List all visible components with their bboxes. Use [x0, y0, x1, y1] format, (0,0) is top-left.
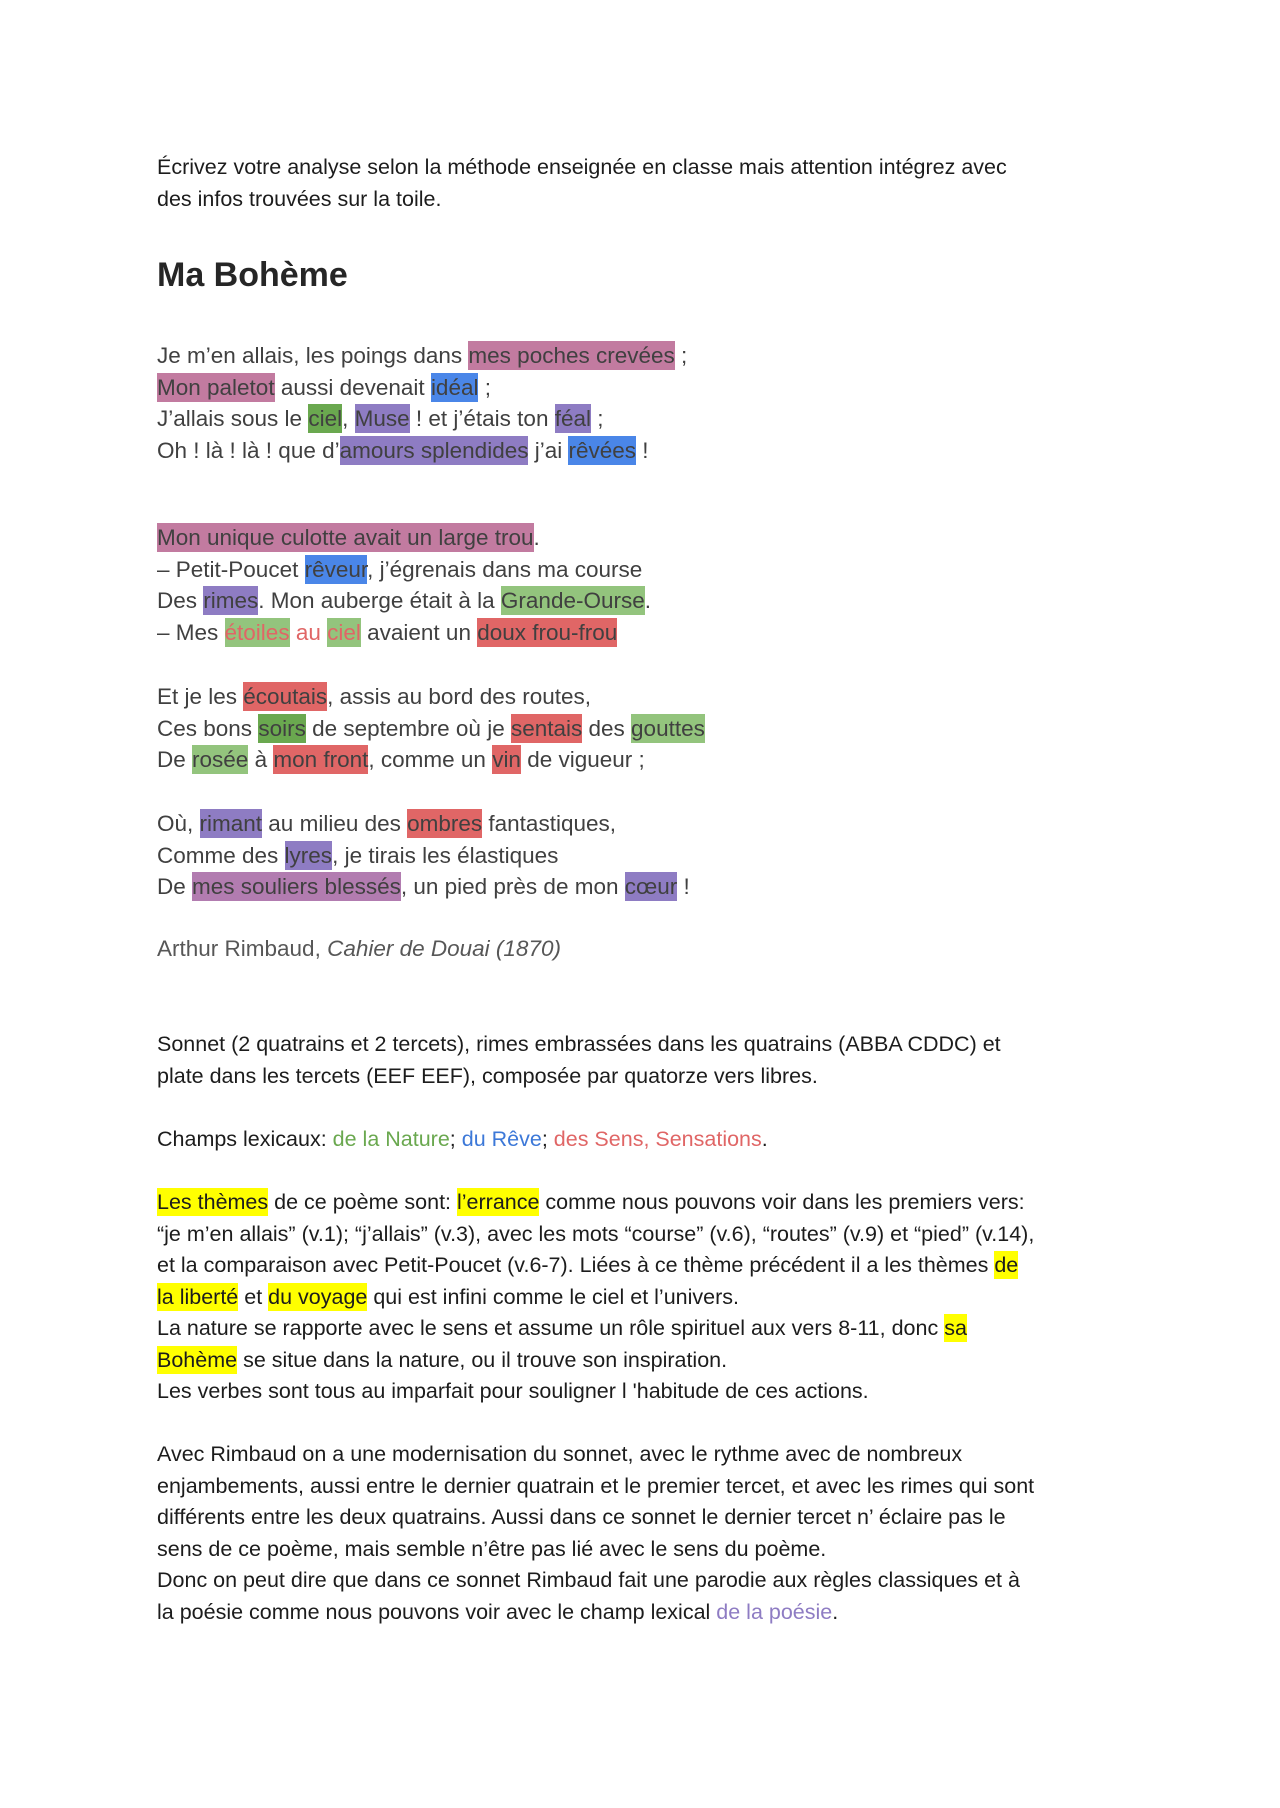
poem-verse: [157, 435, 687, 467]
highlighted-term: cœur: [624, 874, 678, 899]
text-segment: des: [582, 715, 632, 741]
highlighted-term: ombres: [407, 811, 483, 836]
paragraph-line: [157, 1345, 1034, 1377]
paragraph-line: [157, 1029, 1001, 1061]
paragraph-line: [157, 1565, 1034, 1597]
text-segment: .: [832, 1599, 839, 1624]
text-segment: Ces bons: [157, 715, 259, 741]
text-segment: ;: [674, 343, 688, 368]
paragraph-line: [157, 1187, 1034, 1219]
text-segment: et: [238, 1284, 269, 1309]
text-segment: Des: [157, 588, 204, 613]
text-segment: Je m’en allais, les poings dans: [157, 343, 469, 368]
text-segment: de vigueur ;: [520, 747, 645, 772]
paragraph-line: [157, 1439, 1034, 1471]
poem-verse: [157, 871, 690, 903]
highlighted-term: rêvées: [568, 437, 637, 463]
text-segment: De: [157, 874, 193, 899]
text-segment: ;: [449, 1127, 462, 1151]
poem-verse: [157, 340, 687, 372]
poem-verse: [157, 585, 651, 617]
highlighted-term: Les thèmes: [157, 1190, 269, 1214]
highlighted-term: mon front: [273, 747, 369, 772]
text-segment: la poésie comme nous pouvons voir avec le champ lexical: [157, 1599, 717, 1624]
paragraph-line: [157, 1313, 1034, 1345]
text-segment: !: [636, 437, 649, 463]
highlighted-term: l’errance: [457, 1190, 540, 1214]
text-segment: Champs lexicaux:: [157, 1127, 333, 1151]
text-segment: La nature se rapporte avec le sens et assume un rôle spirituel aux vers 8-11, donc: [157, 1316, 945, 1340]
highlighted-term: ciel: [308, 406, 343, 431]
text-segment: ;: [541, 1127, 554, 1151]
highlighted-term: écoutais: [243, 684, 328, 709]
highlighted-term: amours splendides: [339, 437, 529, 463]
text-segment: Comme des: [157, 842, 285, 868]
highlighted-term: mes souliers blessés: [192, 874, 401, 899]
text-segment: fantastiques,: [482, 811, 616, 836]
colored-term: du Rêve: [461, 1127, 542, 1151]
highlighted-term: Mon paletot: [157, 374, 275, 400]
highlighted-term: du voyage: [268, 1284, 368, 1309]
text-segment: , comme un: [368, 747, 493, 772]
text-segment: De: [157, 747, 193, 772]
text-segment: de ce poème sont:: [268, 1190, 457, 1214]
highlighted-term: vin: [492, 747, 521, 772]
text-segment: qui est infini comme le ciel et l’univers.: [367, 1284, 739, 1309]
text-segment: des infos trouvées sur la toile.: [157, 186, 442, 211]
highlighted-term: gouttes: [631, 715, 705, 741]
text-segment: enjambements, aussi entre le dernier quatrain et le premier tercet, et avec les rimes qui sont: [157, 1473, 1035, 1498]
text-segment: ;: [478, 374, 491, 400]
highlighted-term: mes poches crevées: [468, 343, 675, 368]
highlighted-term: sentais: [510, 715, 583, 741]
text-segment: , j’égrenais dans ma course: [367, 556, 643, 582]
poem-verse: [157, 554, 651, 586]
text-segment: .: [761, 1127, 768, 1151]
highlighted-term: soirs: [258, 715, 306, 741]
highlighted-term: la liberté: [157, 1284, 239, 1309]
text-segment: Et je les: [157, 684, 244, 709]
poem-stanza-2: [157, 522, 651, 648]
text-segment: . Mon auberge était à la: [258, 588, 501, 613]
poem-verse: [157, 713, 705, 745]
paragraph-line: [157, 1061, 1001, 1093]
analysis-lexical-fields: [157, 1124, 768, 1156]
colored-term: de la Nature: [332, 1127, 450, 1151]
analysis-modernity-paragraph: [157, 1439, 1034, 1628]
paragraph-line: [157, 1250, 1034, 1282]
work-title: Cahier de Douai (1870): [327, 936, 561, 961]
poem-stanza-3: [157, 681, 705, 776]
highlighted-term: de: [994, 1253, 1019, 1277]
text-segment: Écrivez votre analyse selon la méthode enseignée en classe mais attention intégrez avec: [157, 155, 1007, 179]
poem-verse: [157, 808, 690, 840]
highlighted-term: Bohème: [157, 1347, 238, 1372]
text-segment: ,: [342, 406, 355, 431]
analysis-form-paragraph: [157, 1029, 1001, 1092]
analysis-themes-paragraph: [157, 1187, 1034, 1408]
highlighted-term: rimant: [199, 811, 263, 836]
text-segment: et la comparaison avec Petit-Poucet (v.6-7). Liées à ce thème précédent il a les thèmes: [157, 1253, 995, 1277]
poem-verse: [157, 744, 705, 776]
poem-verse: [157, 840, 690, 872]
highlighted-term: doux frou-frou: [477, 619, 618, 645]
text-segment: J’allais sous le: [157, 406, 309, 431]
text-segment: !: [677, 874, 690, 899]
text-segment: de septembre où je: [305, 715, 511, 741]
highlighted-term: Muse: [354, 406, 410, 431]
highlighted-term: sa: [944, 1316, 967, 1340]
instruction-line: [157, 152, 1007, 184]
text-segment: se situe dans la nature, ou il trouve son inspiration.: [237, 1347, 728, 1372]
text-segment: à: [248, 747, 274, 772]
highlighted-term: lyres: [284, 842, 333, 868]
highlighted-term: féal: [554, 406, 591, 431]
poem-verse: [157, 681, 705, 713]
highlighted-term: rêveur: [304, 556, 368, 582]
text-segment: Les verbes sont tous au imparfait pour souligner l 'habitude de ces actions.: [157, 1379, 869, 1403]
highlighted-term: rimes: [203, 588, 259, 613]
text-segment: Donc on peut dire que dans ce sonnet Rimbaud fait une parodie aux règles classiques et à: [157, 1568, 1020, 1592]
paragraph-line: [157, 1376, 1034, 1408]
highlighted-term: étoiles: [224, 619, 290, 645]
highlighted-term: idéal: [430, 374, 479, 400]
attribution-line: [157, 933, 561, 965]
paragraph-line: [157, 1534, 1034, 1566]
instruction-line: [157, 184, 1007, 216]
colored-term: au: [289, 619, 328, 645]
text-segment: différents entre les deux quatrains. Aussi dans ce sonnet le dernier tercet n’ éclaire pas le: [157, 1505, 1006, 1529]
paragraph-line: [157, 1597, 1034, 1629]
text-segment: ;: [591, 406, 604, 431]
text-segment: Arthur Rimbaud,: [157, 936, 328, 961]
paragraph-line: [157, 1502, 1034, 1534]
text-segment: – Petit-Poucet: [157, 556, 305, 582]
highlighted-term: Mon unique culotte avait un large trou: [157, 525, 534, 550]
text-segment: Sonnet (2 quatrains et 2 tercets), rimes embrassées dans les quatrains (ABBA CDDC) et: [157, 1032, 1001, 1056]
text-segment: , un pied près de mon: [400, 874, 625, 899]
paragraph-line: [157, 1124, 768, 1156]
text-segment: Oh ! là ! là ! que d’: [157, 437, 340, 463]
poem-verse: [157, 372, 687, 404]
paragraph-line: [157, 1219, 1034, 1251]
poem-verse: [157, 617, 651, 649]
text-segment: Avec Rimbaud on a une modernisation du sonnet, avec le rythme avec de nombreux: [157, 1442, 963, 1466]
poem-verse: [157, 522, 651, 554]
highlighted-term: rosée: [192, 747, 249, 772]
text-segment: avaient un: [360, 619, 478, 645]
poem-attribution: [157, 933, 561, 965]
poem-stanza-1: [157, 340, 687, 466]
highlighted-term: Grande-Ourse: [500, 588, 645, 613]
text-segment: au milieu des: [262, 811, 408, 836]
text-segment: , assis au bord des routes,: [327, 684, 592, 709]
text-segment: “je m’en allais” (v.1); “j’allais” (v.3), avec les mots “course” (v.6), “routes” (v.9) et “pied” (v.14),: [157, 1221, 1035, 1246]
text-segment: sens de ce poème, mais semble n’être pas lié avec le sens du poème.: [157, 1536, 827, 1561]
text-segment: , je tirais les élastiques: [332, 842, 559, 868]
poem-verse: [157, 403, 687, 435]
text-segment: – Mes: [157, 619, 225, 645]
text-segment: .: [533, 525, 540, 550]
colored-term: de la poésie: [716, 1599, 833, 1624]
paragraph-line: [157, 1471, 1034, 1503]
text-segment: aussi devenait: [274, 374, 431, 400]
text-segment: ! et j’étais ton: [409, 406, 555, 431]
assignment-instructions: [157, 152, 1007, 215]
text-segment: plate dans les tercets (EEF EEF), composée par quatorze vers libres.: [157, 1063, 818, 1088]
colored-term: des Sens, Sensations: [553, 1127, 762, 1151]
text-segment: Où,: [157, 811, 200, 836]
poem-stanza-4: [157, 808, 690, 903]
text-segment: .: [644, 588, 651, 613]
text-segment: j’ai: [528, 437, 569, 463]
poem-title: Ma Bohème: [157, 256, 348, 294]
highlighted-term: ciel: [327, 619, 361, 645]
text-segment: comme nous pouvons voir dans les premiers vers:: [539, 1190, 1025, 1214]
paragraph-line: [157, 1282, 1034, 1314]
